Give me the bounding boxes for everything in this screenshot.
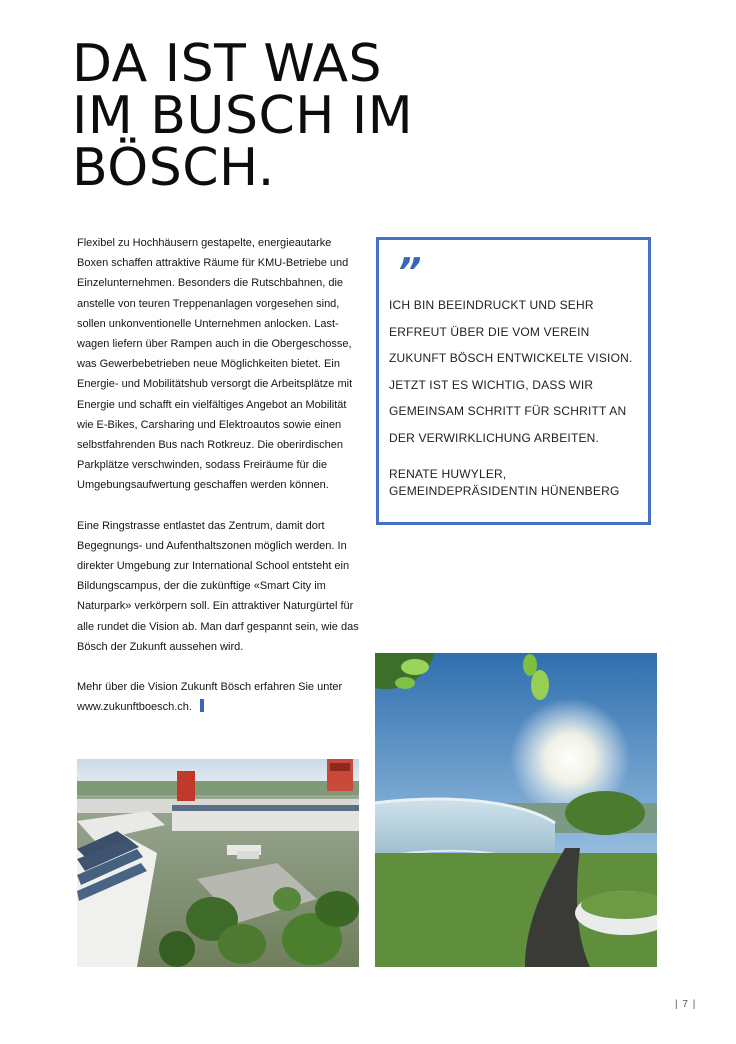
page-headline (72, 34, 414, 198)
body-paragraph: Eine Ringstrasse entlastet das Zentrum, damit dort Begegnungs- und Aufenthaltszonen möglich werden. In direkter Umgebung zur International School entsteht ein Bildungscampus, der die zukünftige «Smart City im Naturpark» verkörpern soll. Ein attraktiver Naturgürtel für alle rundet die Vision ab. Man darf gespannt sein, wie das Bösch der Zukunft aussehen wird. (77, 519, 359, 653)
park-rendering-image (375, 653, 657, 967)
quote-mark-icon: ” (397, 250, 418, 294)
end-mark (200, 699, 204, 712)
body-paragraph: Flexibel zu Hochhäusern gestapelte, energieautarke Boxen schaffen attraktive Räume für KMU-Betriebe und Einzelunternehmen. Besonders die Rutschbahnen, die anstelle von teuren Treppenanlagen vorgesehen sind, sollen unkonventionelle Unternehmen anlocken. Last-wagen liefern über Rampen auch in die Obergeschosse, was Gewerbebetrieben neue Möglichkeiten bietet. Ein Energie- und Mobilitätshub versorgt die Arbeitsplätze mit Energie und schafft ein vielfältiges Angebot an Mobilität wie E-Bikes, Carsharing und Elektroautos sowie einen selbstfahrenden Bus nach Rotkreuz. Die oberirdischen Parkplätze verschwinden, sodass Freiräume für die Umgebungsaufwertung geschaffen werden können. (77, 237, 353, 492)
quote-author (389, 466, 647, 500)
aerial-rendering-image (77, 759, 359, 967)
quote-author-name: RENATE HUWYLER, (389, 467, 507, 481)
headline-line-2: IM BUSCH IM (72, 86, 414, 146)
quote-author-title: GEMEINDEPRÄSIDENTIN HÜNENBERG (389, 484, 620, 498)
body-paragraph-text: Mehr über die Vision Zukunft Bösch erfahren Sie unter www.zukunftboesch.ch. (77, 681, 343, 714)
body-paragraph-link (77, 677, 362, 717)
body-text-column (77, 233, 362, 737)
page-number: | 7 | (675, 999, 697, 1010)
headline-line-1: DA IST WAS (72, 34, 383, 94)
quote-text: ICH BIN BEEINDRUCKT UND SEHR ERFREUT ÜBER DIE VOM VEREIN ZUKUNFT BÖSCH ENTWICKELTE VISION. JETZT IST ES WICHTIG, DASS WIR GEMEINSAM SCHRITT FÜR SCHRITT AN DER VERWIRKLICHUNG ARBEITEN. (389, 298, 633, 445)
quote-box (376, 237, 651, 525)
headline-line-3: BÖSCH. (72, 138, 275, 198)
